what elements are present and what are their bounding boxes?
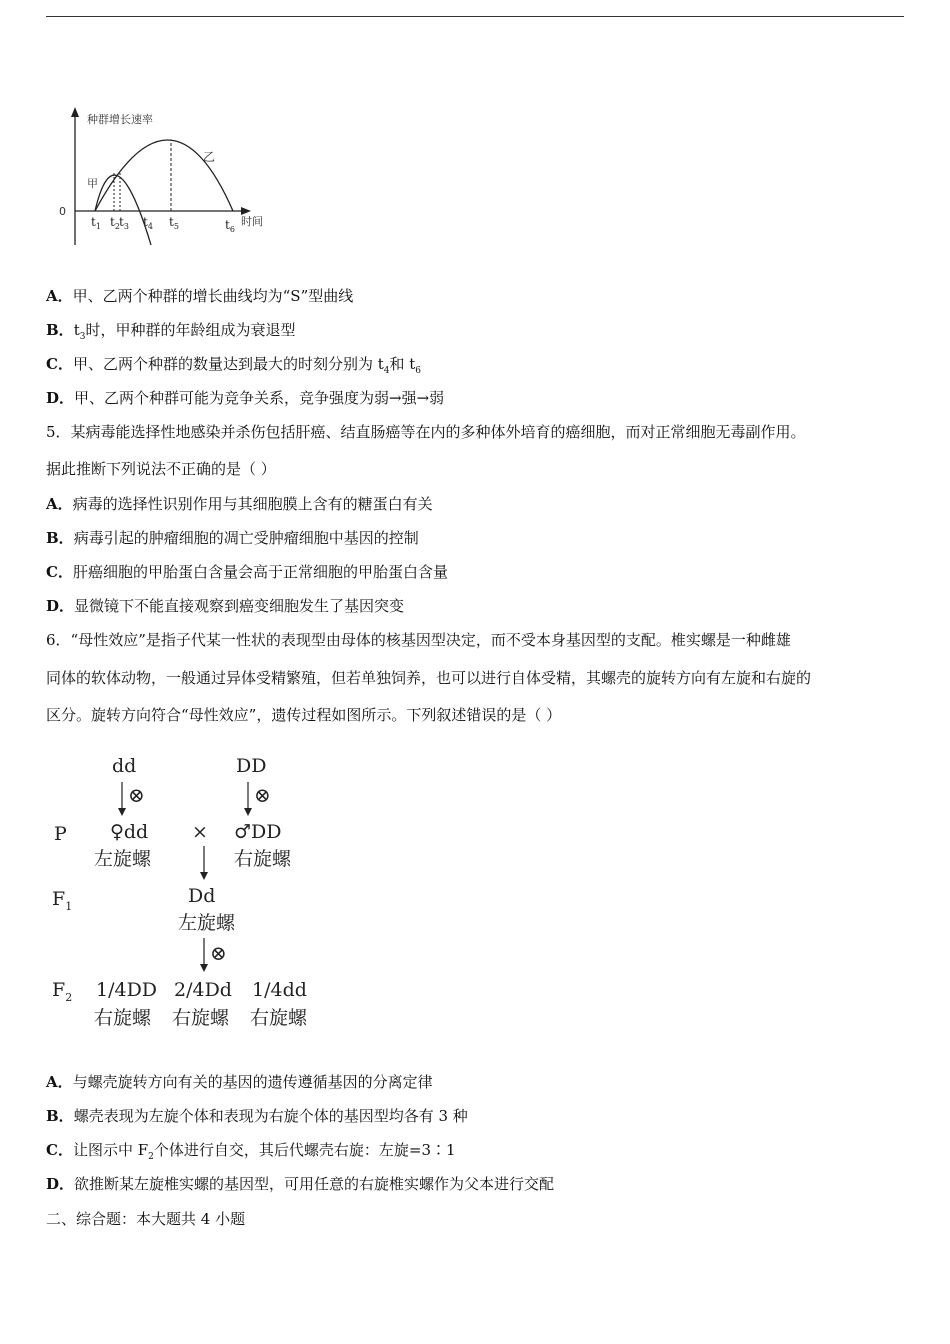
f2-phenotype-2: 右旋螺: [172, 1007, 230, 1029]
q6-stem-line2: 同体的软体动物，一般通过异体受精繁殖，但若单独饲养，也可以进行自体受精，其螺壳的旋转方向有左旋和右旋的: [46, 669, 812, 687]
top-left-genotype: dd: [112, 755, 137, 777]
graph-xlabel: 时间: [241, 215, 263, 228]
q5-option-b: B．病毒引起的肿瘤细胞的凋亡受肿瘤细胞中基因的控制: [46, 529, 419, 547]
tick-t4: $t_4$: [143, 215, 153, 231]
q5-option-d: D．显微镜下不能直接观察到癌变细胞发生了基因突变: [46, 597, 405, 615]
tick-t6: $t_6$: [225, 218, 235, 234]
q4-option-a: A．甲、乙两个种群的增长曲线均为“S”型曲线: [46, 287, 354, 305]
q4-option-c: C．甲、乙两个种群的数量达到最大的时刻分别为 $t_4$和 $t_6$: [46, 355, 422, 376]
curve-jia: [95, 175, 151, 245]
f1-genotype: Dd: [188, 885, 216, 907]
header-rule: [46, 16, 904, 17]
graph-origin: 0: [59, 205, 66, 218]
q6-stem-line1: 6．“母性效应”是指子代某一性状的表现型由母体的核基因型决定，而不受本身基因型的支配。椎实螺是一种雌雄: [46, 631, 791, 649]
curve-label-yi: 乙: [203, 150, 216, 164]
q6-option-c: C．让图示中 $F_2$个体进行自交，其后代螺壳右旋：左旋=3∶1: [46, 1141, 456, 1162]
tick-t2: $t_2$: [110, 215, 120, 231]
graph-ylabel: 种群增长速率: [87, 113, 153, 126]
f2-phenotype-3: 右旋螺: [250, 1007, 308, 1029]
inheritance-diagram: [46, 748, 336, 1043]
q6-stem-line3: 区分。旋转方向符合“母性效应”，遗传过程如图所示。下列叙述错误的是（ ）: [46, 706, 562, 724]
row-label-f2: $F_2$: [52, 979, 73, 1004]
self-symbol-f1: ⊗: [210, 941, 227, 965]
p-right-phenotype: 右旋螺: [234, 848, 292, 870]
f2-genotype-1: 1/4DD: [96, 979, 158, 1001]
tick-t3: $t_3$: [119, 215, 129, 231]
f2-genotype-2: 2/4Dd: [174, 979, 232, 1001]
q6-option-d: D．欲推断某左旋椎实螺的基因型，可用任意的右旋椎实螺作为父本进行交配: [46, 1175, 555, 1193]
q6-option-b: B．螺壳表现为左旋个体和表现为右旋个体的基因型均各有 3 种: [46, 1107, 468, 1125]
tick-t1: $t_1$: [91, 215, 101, 231]
f2-phenotype-1: 右旋螺: [94, 1007, 152, 1029]
f1-phenotype: 左旋螺: [178, 912, 236, 934]
self-symbol-right: ⊗: [254, 783, 271, 807]
q4-option-b: B．$t_3$时，甲种群的年龄组成为衰退型: [46, 321, 296, 342]
f2-genotype-3: 1/4dd: [252, 979, 307, 1001]
curve-label-jia: 甲: [87, 177, 98, 190]
cross-symbol: ×: [192, 821, 208, 843]
q5-stem-line1: 5．某病毒能选择性地感染并杀伤包括肝癌、结直肠癌等在内的多种体外培育的癌细胞，而对正常细胞无毒副作用。: [46, 423, 806, 441]
q6-option-a: A．与螺壳旋转方向有关的基因的遗传遵循基因的分离定律: [46, 1073, 433, 1091]
tick-t5: $t_5$: [169, 215, 179, 231]
row-label-f1: $F_1$: [52, 888, 73, 913]
q4-option-d: D．甲、乙两个种群可能为竞争关系，竞争强度为弱→强→弱: [46, 389, 445, 407]
female-genotype: ♀dd: [110, 821, 149, 843]
top-right-genotype: DD: [236, 755, 267, 777]
section-2-title: 二、综合题：本大题共 4 小题: [46, 1210, 246, 1228]
q5-option-c: C．肝癌细胞的甲胎蛋白含量会高于正常细胞的甲胎蛋白含量: [46, 563, 448, 581]
q5-option-a: A．病毒的选择性识别作用与其细胞膜上含有的糖蛋白有关: [46, 495, 433, 513]
row-label-p: P: [54, 823, 67, 845]
growth-rate-graph: [55, 105, 270, 255]
self-symbol-left: ⊗: [128, 783, 145, 807]
q5-stem-line2: 据此推断下列说法不正确的是（ ）: [46, 460, 276, 478]
male-genotype: ♂DD: [234, 821, 282, 843]
p-left-phenotype: 左旋螺: [94, 848, 152, 870]
